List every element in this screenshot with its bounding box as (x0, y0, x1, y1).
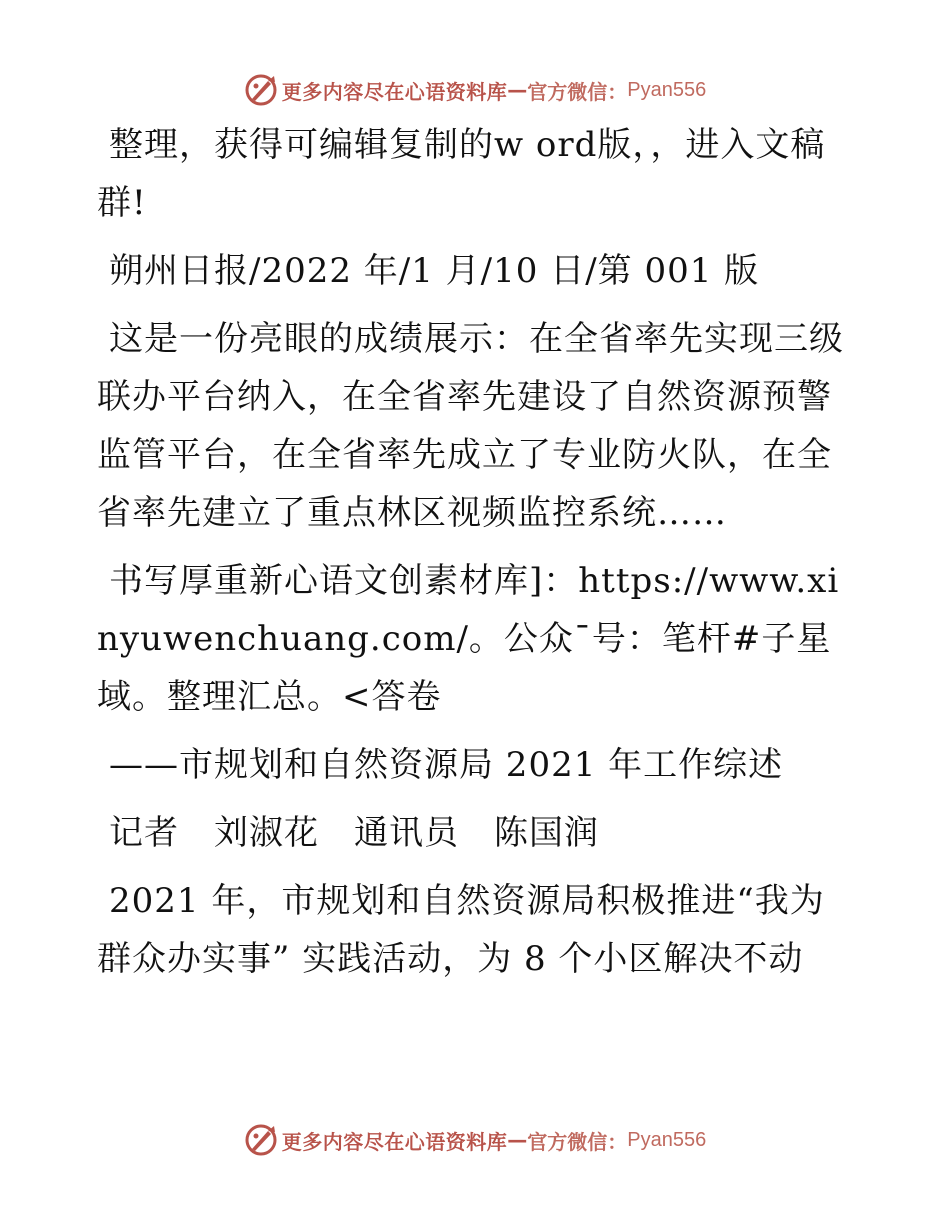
watermark-wechat-id: Pyan556 (627, 78, 707, 101)
watermark-sub-text: 官方微信： (527, 79, 628, 104)
watermark-separator: — (507, 78, 528, 102)
watermark-separator: — (507, 1128, 528, 1152)
watermark-main-text: 更多内容尽在心语资料库 (281, 1129, 508, 1154)
document-body (97, 116, 857, 998)
paragraph-lead: 2021 年，市规划和自然资源局积极推进“我为群众办实事” 实践活动，为 8 个小区解决不动 (97, 881, 825, 979)
watermark-main-text: 更多内容尽在心语资料库 (281, 79, 508, 104)
paragraph-promo: 书写厚重新心语文创素材库]：https://www.xinyuwenchuang.com/。公众¯号：笔杆#子星域。整理汇总。<答卷 (97, 561, 840, 717)
paragraph-source: 朔州日报/2022 年/1 月/10 日/第 001 版 (109, 251, 760, 291)
watermark-wechat-id: Pyan556 (627, 1128, 707, 1151)
paragraph-subtitle: ——市规划和自然资源局 2021 年工作综述 (109, 745, 784, 785)
watermark-footer (0, 1120, 950, 1160)
paragraph-achievements: 这是一份亮眼的成绩展示：在全省率先实现三级联办平台纳入，在全省率先建设了自然资源预警监管平台，在全省率先成立了专业防火队，在全省率先建立了重点林区视频监控系统…… (97, 319, 844, 533)
watermark-header (0, 70, 950, 110)
paragraph-byline: 记者 刘淑花 通讯员 陈国润 (109, 813, 599, 853)
quill-seal-icon (244, 73, 278, 107)
quill-seal-icon (244, 1123, 278, 1157)
watermark-sub-text: 官方微信： (527, 1129, 628, 1154)
paragraph-intro: 整理，获得可编辑复制的w ord版，，进入文稿群! (97, 125, 826, 223)
